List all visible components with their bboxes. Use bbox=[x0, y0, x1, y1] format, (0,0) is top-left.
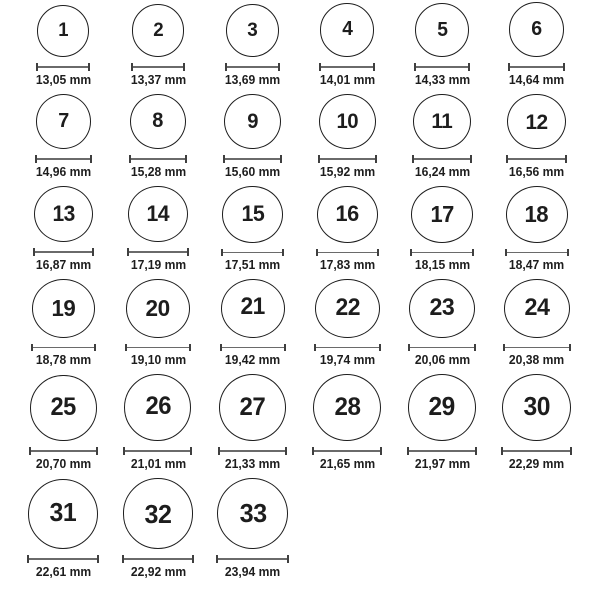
ring-size-cell bbox=[395, 279, 490, 374]
diameter-dimension-line bbox=[36, 63, 90, 71]
ring-size-cell bbox=[489, 374, 584, 478]
diameter-dimension-line bbox=[318, 155, 377, 163]
ring-size-cell bbox=[111, 0, 206, 94]
diameter-label: 18,47 mm bbox=[509, 258, 565, 272]
ring-size-cell bbox=[111, 279, 206, 374]
diameter-dimension-line bbox=[505, 249, 569, 256]
ring-size-number: 23 bbox=[429, 294, 455, 322]
ring-circle bbox=[320, 3, 374, 57]
ring-size-number: 12 bbox=[525, 108, 548, 134]
ring-size-cell bbox=[395, 186, 490, 279]
diameter-label: 16,56 mm bbox=[509, 165, 565, 179]
ring-size-cell bbox=[300, 0, 395, 94]
diameter-label: 21,33 mm bbox=[225, 457, 281, 471]
ring-size-cell bbox=[300, 279, 395, 374]
ring-circle bbox=[507, 94, 566, 149]
diameter-dimension-line bbox=[223, 155, 282, 163]
diameter-dimension-line bbox=[319, 63, 375, 71]
diameter-label: 22,92 mm bbox=[130, 565, 186, 579]
ring-size-number: 3 bbox=[247, 18, 258, 41]
ring-circle bbox=[226, 4, 279, 57]
ring-size-number: 4 bbox=[342, 18, 353, 41]
ring-circle bbox=[224, 94, 281, 149]
diameter-dimension-line bbox=[131, 63, 186, 71]
diameter-dimension-line bbox=[506, 155, 567, 163]
diameter-label: 16,87 mm bbox=[35, 258, 91, 272]
ring-size-number: 32 bbox=[144, 498, 172, 529]
ring-size-number: 17 bbox=[430, 200, 454, 227]
diameter-label: 21,97 mm bbox=[414, 457, 470, 471]
diameter-dimension-line bbox=[29, 447, 97, 455]
ring-size-number: 8 bbox=[152, 109, 164, 133]
ring-circle bbox=[413, 94, 471, 149]
diameter-label: 16,24 mm bbox=[414, 165, 470, 179]
ring-size-cell bbox=[111, 94, 206, 186]
diameter-dimension-line bbox=[407, 447, 478, 455]
diameter-dimension-line bbox=[503, 344, 571, 351]
ring-size-cell bbox=[300, 374, 395, 478]
diameter-label: 21,01 mm bbox=[130, 457, 186, 471]
diameter-label: 17,51 mm bbox=[225, 258, 281, 272]
diameter-dimension-line bbox=[408, 344, 475, 351]
ring-size-cell bbox=[205, 478, 300, 600]
diameter-label: 19,74 mm bbox=[319, 353, 375, 367]
diameter-label: 14,01 mm bbox=[319, 73, 375, 87]
diameter-dimension-line bbox=[123, 447, 192, 455]
diameter-label: 14,64 mm bbox=[509, 73, 565, 87]
ring-size-number: 25 bbox=[50, 393, 76, 421]
diameter-label: 15,60 mm bbox=[225, 165, 281, 179]
ring-size-number: 15 bbox=[241, 201, 265, 227]
diameter-label: 22,29 mm bbox=[509, 457, 565, 471]
diameter-label: 15,92 mm bbox=[319, 165, 375, 179]
ring-circle bbox=[315, 279, 380, 338]
ring-circle bbox=[34, 186, 93, 242]
ring-circle bbox=[130, 94, 186, 149]
ring-circle bbox=[219, 374, 287, 441]
ring-size-number: 11 bbox=[431, 108, 453, 133]
ring-circle bbox=[128, 186, 188, 242]
ring-circle bbox=[408, 374, 477, 441]
ring-circle bbox=[126, 279, 189, 338]
diameter-label: 13,05 mm bbox=[35, 73, 91, 87]
ring-size-number: 2 bbox=[153, 18, 163, 41]
ring-size-number: 29 bbox=[428, 392, 456, 421]
diameter-dimension-line bbox=[122, 555, 195, 563]
ring-size-number: 19 bbox=[51, 294, 76, 321]
ring-size-number: 13 bbox=[52, 201, 75, 227]
diameter-dimension-line bbox=[127, 248, 189, 256]
diameter-dimension-line bbox=[216, 555, 289, 563]
diameter-dimension-line bbox=[501, 447, 572, 455]
diameter-dimension-line bbox=[125, 344, 190, 351]
ring-size-cell bbox=[395, 0, 490, 94]
diameter-dimension-line bbox=[27, 555, 99, 563]
ring-size-number: 1 bbox=[58, 20, 69, 42]
ring-size-cell bbox=[300, 186, 395, 279]
diameter-dimension-line bbox=[129, 155, 187, 163]
ring-circle bbox=[504, 279, 570, 338]
diameter-label: 13,69 mm bbox=[225, 73, 281, 87]
ring-size-cell bbox=[489, 279, 584, 374]
ring-size-number: 30 bbox=[523, 392, 550, 421]
diameter-label: 14,96 mm bbox=[35, 165, 91, 179]
diameter-label: 19,42 mm bbox=[225, 353, 281, 367]
diameter-label: 15,28 mm bbox=[130, 165, 186, 179]
diameter-label: 18,78 mm bbox=[35, 353, 91, 367]
diameter-label: 21,65 mm bbox=[319, 457, 375, 471]
ring-circle bbox=[317, 186, 378, 243]
diameter-label: 19,10 mm bbox=[130, 353, 186, 367]
ring-circle bbox=[222, 186, 282, 243]
ring-size-number: 10 bbox=[336, 110, 359, 134]
ring-size-cell bbox=[395, 94, 490, 186]
ring-circle bbox=[132, 4, 185, 57]
ring-circle bbox=[313, 374, 381, 441]
ring-size-number: 31 bbox=[49, 499, 77, 528]
diameter-dimension-line bbox=[31, 344, 96, 351]
diameter-dimension-line bbox=[220, 344, 286, 351]
ring-size-cell bbox=[300, 94, 395, 186]
ring-size-number: 9 bbox=[247, 110, 259, 134]
ring-size-cell bbox=[16, 478, 111, 600]
ring-size-cell bbox=[16, 186, 111, 279]
ring-circle bbox=[217, 478, 288, 549]
ring-size-number: 5 bbox=[436, 18, 448, 41]
diameter-label: 17,83 mm bbox=[319, 258, 375, 272]
ring-size-cell bbox=[16, 0, 111, 94]
diameter-dimension-line bbox=[508, 63, 565, 71]
ring-size-number: 27 bbox=[239, 393, 266, 422]
ring-size-number: 28 bbox=[334, 392, 361, 421]
ring-size-cell bbox=[489, 186, 584, 279]
diameter-dimension-line bbox=[412, 155, 472, 163]
ring-size-cell bbox=[489, 94, 584, 186]
ring-size-number: 7 bbox=[58, 109, 69, 133]
ring-circle bbox=[509, 2, 564, 57]
ring-size-number: 14 bbox=[146, 201, 170, 227]
ring-size-number: 16 bbox=[335, 201, 359, 226]
diameter-dimension-line bbox=[225, 63, 280, 71]
ring-size-cell bbox=[16, 94, 111, 186]
diameter-label: 20,06 mm bbox=[414, 353, 470, 367]
ring-size-cell bbox=[205, 374, 300, 478]
ring-size-cell bbox=[205, 94, 300, 186]
ring-circle bbox=[36, 94, 92, 149]
diameter-label: 18,15 mm bbox=[414, 258, 470, 272]
ring-size-cell bbox=[395, 374, 490, 478]
diameter-dimension-line bbox=[35, 155, 93, 163]
ring-size-cell bbox=[111, 478, 206, 600]
diameter-dimension-line bbox=[316, 249, 379, 256]
ring-size-number: 26 bbox=[145, 393, 171, 421]
diameter-label: 17,19 mm bbox=[130, 258, 186, 272]
ring-size-cell bbox=[111, 374, 206, 478]
diameter-dimension-line bbox=[218, 447, 288, 455]
ring-size-cell bbox=[489, 0, 584, 94]
ring-circle bbox=[28, 479, 98, 549]
ring-circle bbox=[221, 279, 285, 338]
diameter-dimension-line bbox=[221, 249, 283, 256]
ring-size-number: 18 bbox=[524, 200, 549, 227]
ring-size-cell bbox=[205, 0, 300, 94]
diameter-dimension-line bbox=[410, 249, 474, 256]
diameter-label: 14,33 mm bbox=[414, 73, 470, 87]
ring-size-cell bbox=[205, 279, 300, 374]
ring-circle bbox=[123, 478, 194, 549]
ring-size-cell bbox=[16, 279, 111, 374]
ring-circle bbox=[319, 94, 376, 149]
diameter-label: 23,94 mm bbox=[225, 565, 281, 579]
ring-size-number: 24 bbox=[524, 294, 550, 322]
ring-circle bbox=[37, 5, 89, 57]
ring-circle bbox=[124, 374, 191, 441]
ring-circle bbox=[502, 374, 571, 441]
ring-size-cell bbox=[16, 374, 111, 478]
ring-size-cell bbox=[205, 186, 300, 279]
diameter-label: 20,70 mm bbox=[35, 457, 91, 471]
ring-size-number: 20 bbox=[145, 294, 171, 321]
ring-circle bbox=[415, 3, 469, 57]
diameter-dimension-line bbox=[314, 344, 381, 351]
diameter-dimension-line bbox=[414, 63, 470, 71]
diameter-label: 13,37 mm bbox=[130, 73, 186, 87]
diameter-label: 20,38 mm bbox=[509, 353, 565, 367]
diameter-dimension-line bbox=[33, 248, 94, 256]
ring-circle bbox=[411, 186, 473, 243]
ring-circle bbox=[30, 375, 96, 441]
ring-circle bbox=[506, 186, 568, 243]
diameter-dimension-line bbox=[312, 447, 382, 455]
diameter-label: 22,61 mm bbox=[35, 565, 91, 579]
ring-size-number: 33 bbox=[239, 498, 267, 529]
ring-size-number: 22 bbox=[335, 294, 360, 322]
ring-circle bbox=[32, 279, 95, 338]
ring-size-number: 6 bbox=[531, 18, 542, 41]
ring-size-cell bbox=[111, 186, 206, 279]
ring-circle bbox=[409, 279, 474, 338]
ring-size-number: 21 bbox=[240, 294, 265, 321]
